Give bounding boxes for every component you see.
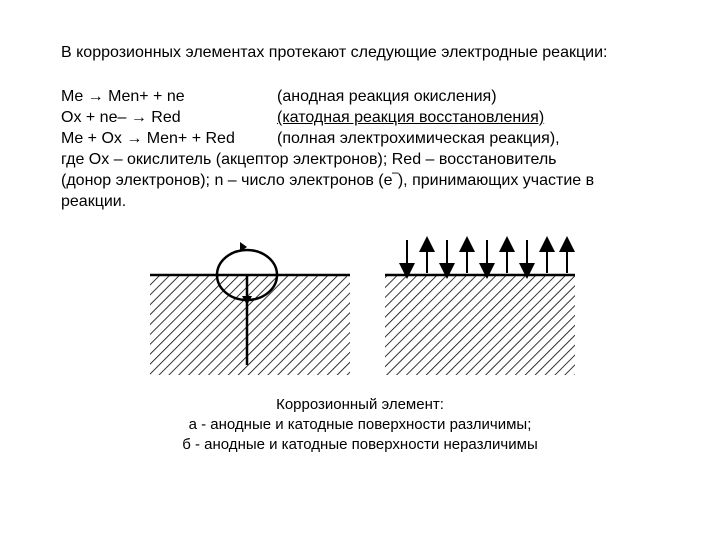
caption-line-a: а - анодные и катодные поверхности различимы; — [188, 416, 532, 433]
metal-block-a — [150, 275, 350, 375]
reaction-total-description: (полная электрохимическая реакция), — [277, 130, 560, 147]
reaction-cathodic-equation: Ox + ne– → Red — [61, 109, 181, 126]
caption-title: Коррозионный элемент: — [276, 396, 444, 413]
explanation-line-2: (донор электронов); n – число электронов (e‾), принимающих участие в — [61, 172, 595, 189]
reaction-total-equation: Me + Ox → Men+ + Red — [61, 130, 235, 147]
reaction-anodic-description: (анодная реакция окисления) — [277, 88, 497, 105]
figure-a-distinguishable — [150, 242, 350, 375]
reaction-anodic-equation: Me → Men+ + ne — [61, 88, 185, 105]
intro-text: В коррозионных элементах протекают следующие электродные реакции: — [61, 44, 608, 61]
explanation-line-3: реакции. — [61, 193, 127, 210]
explanation-line-1: где Ox – окислитель (акцептор электронов); Red – восстановитель — [61, 151, 557, 168]
figure-b-indistinguishable — [385, 240, 575, 375]
metal-block-b — [385, 275, 575, 375]
corrosion-element-figure — [140, 235, 580, 385]
caption-line-b: б - анодные и катодные поверхности неразличимы — [182, 436, 538, 453]
reaction-cathodic-description: (катодная реакция восстановления) — [277, 109, 545, 126]
